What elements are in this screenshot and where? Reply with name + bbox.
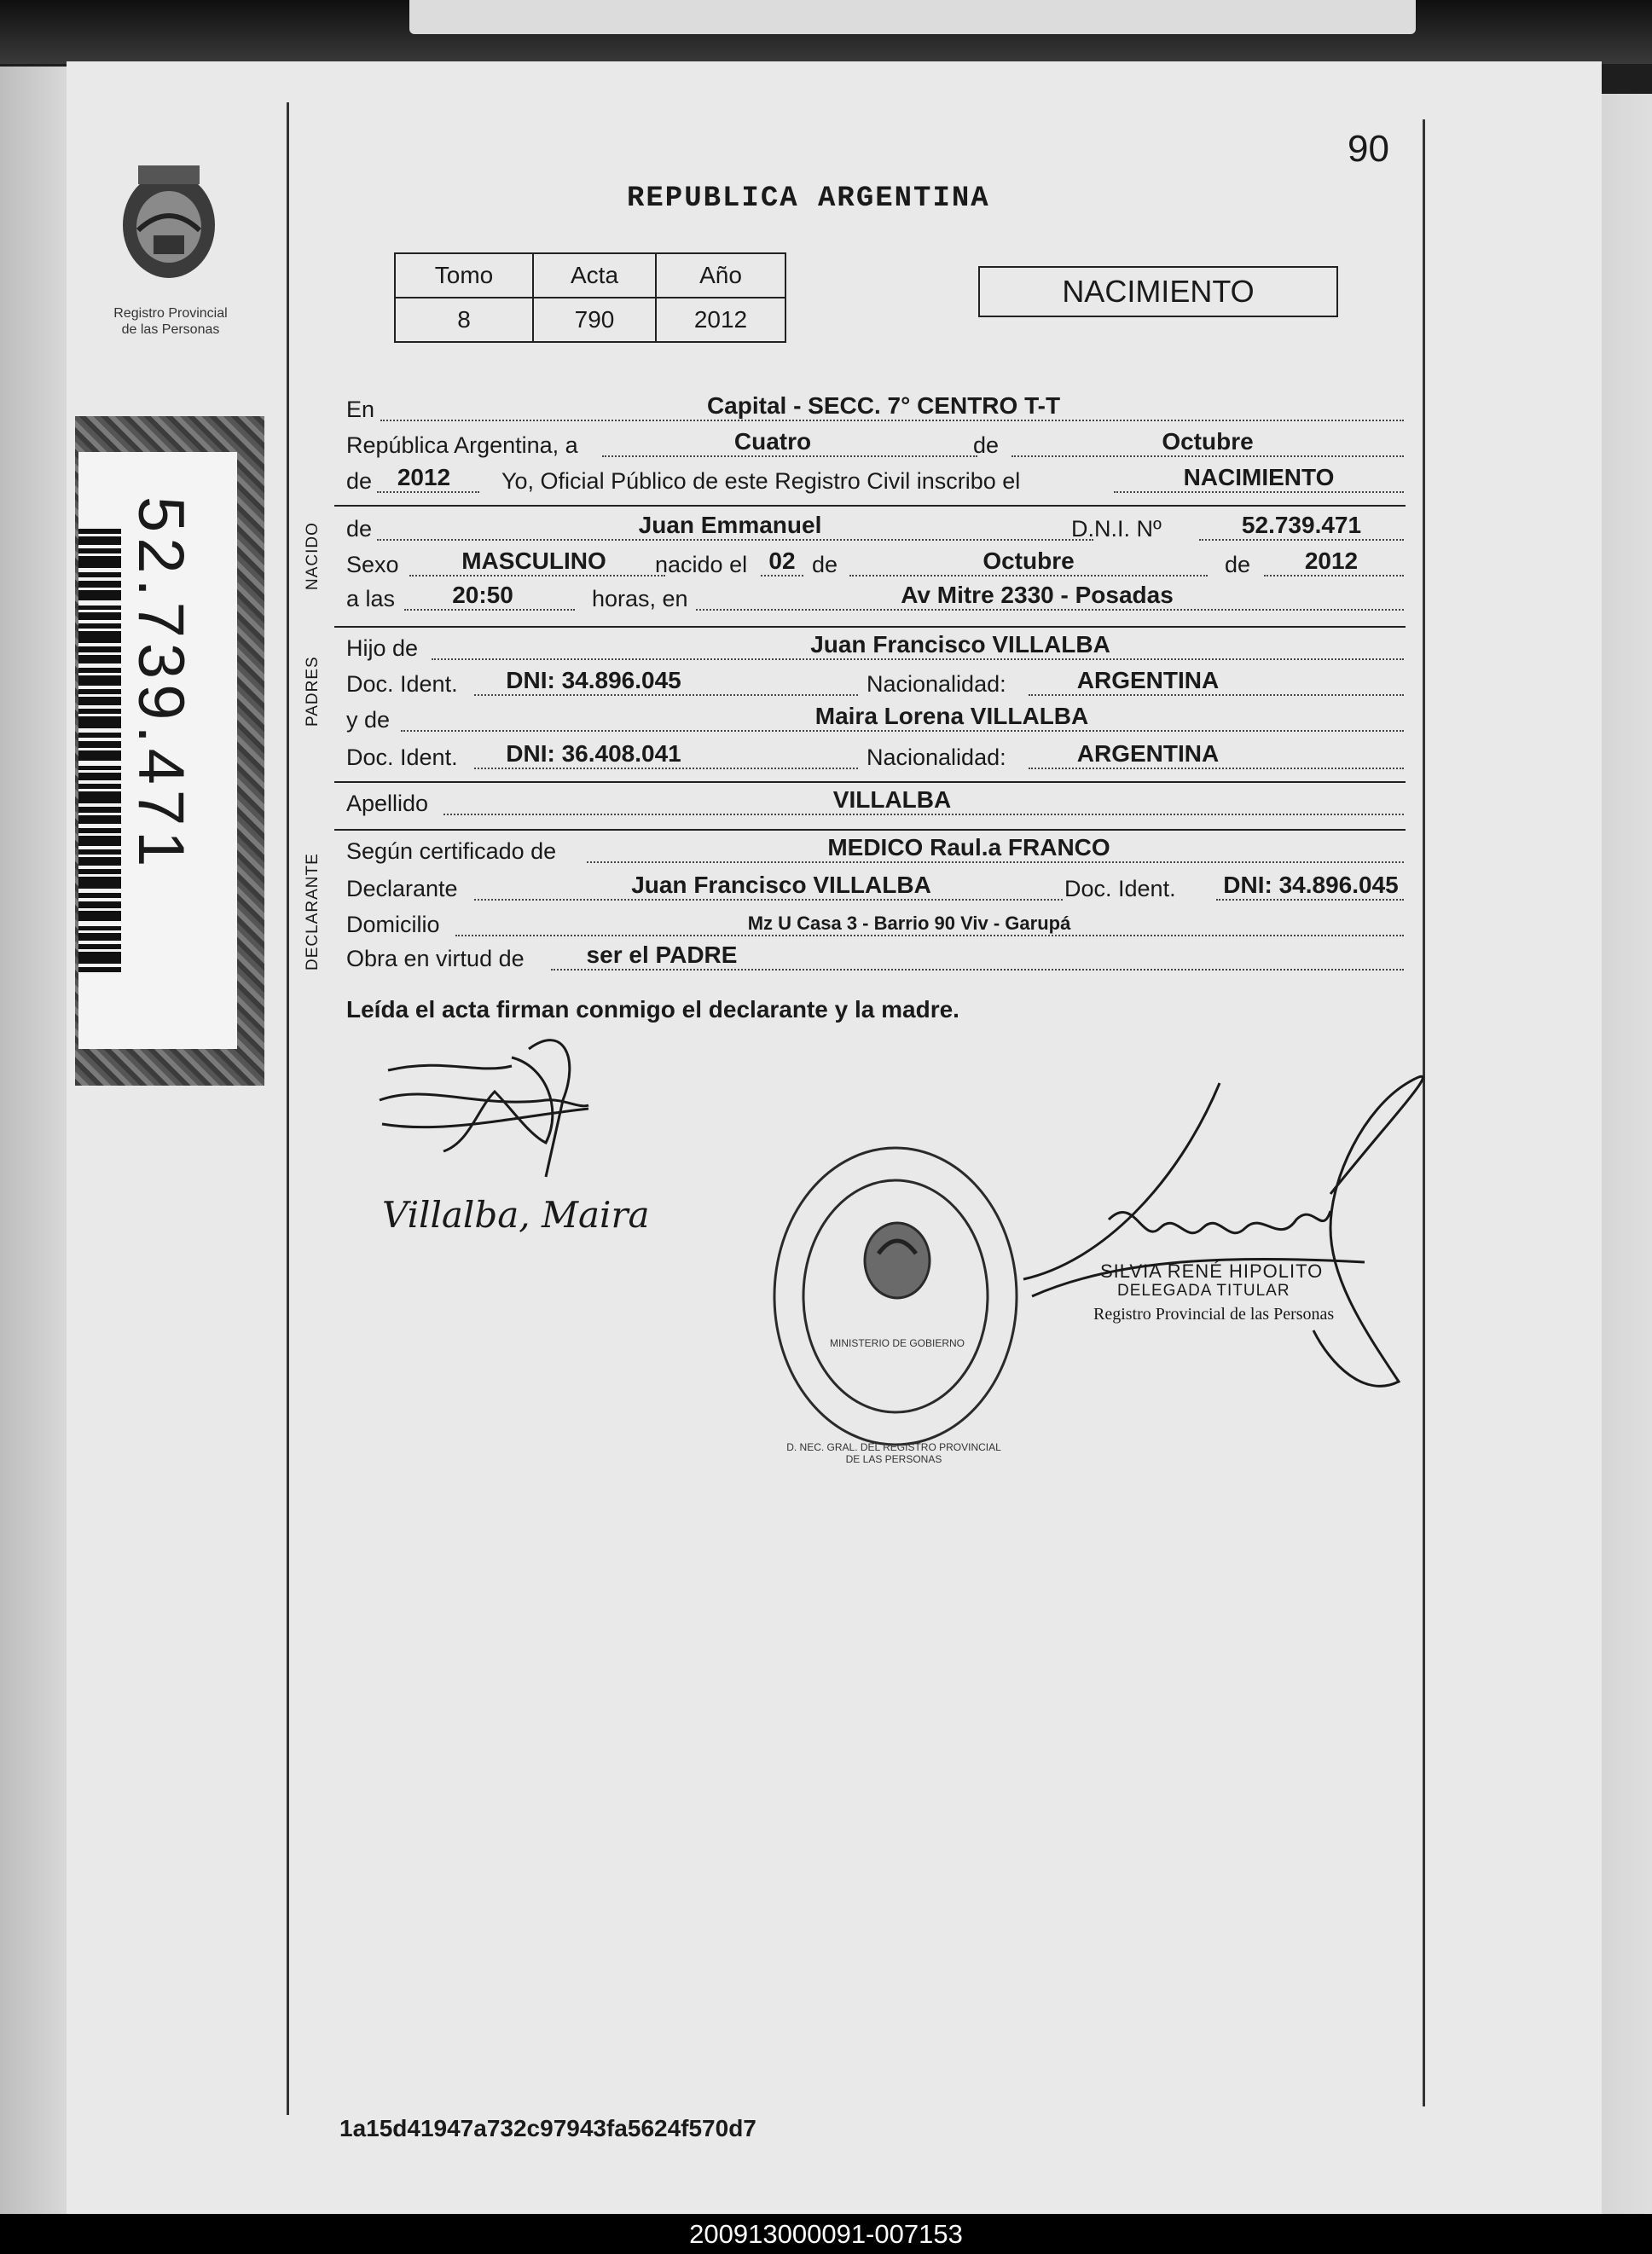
stamp-inner-text: MINISTERIO DE GOBIERNO	[829, 1337, 965, 1349]
footer-id: 200913000091-007153	[0, 2214, 1652, 2254]
value-mother-name: Maira Lorena VILLALBA	[814, 703, 1089, 729]
logo-caption-line-1: Registro Provincial	[113, 306, 228, 321]
value-birth-year: 2012	[1304, 548, 1359, 574]
value-father-doc: DNI: 34.896.045	[506, 667, 681, 693]
section-tag-nacido: NACIDO	[304, 522, 322, 590]
value-day-words: Cuatro	[733, 428, 812, 455]
label-de-name: de	[346, 516, 373, 542]
value-sex: MASCULINO	[461, 548, 606, 574]
label-nacionalidad-father: Nacionalidad:	[867, 671, 1006, 697]
value-year: 2012	[397, 464, 451, 490]
label-hijo-de: Hijo de	[346, 635, 419, 661]
value-declarant-doc: DNI: 34.896.045	[1223, 872, 1399, 898]
value-birth-day: 02	[768, 548, 796, 574]
page-title: REPUBLICA ARGENTINA	[627, 183, 990, 215]
label-de-month: de	[973, 432, 1000, 458]
stamp-ring-text: D. NEC. GRAL. DEL REGISTRO PROVINCIAL DE LAS PERSONAS	[786, 1441, 1001, 1465]
label-nacionalidad-mother: Nacionalidad:	[867, 745, 1006, 770]
value-birth-time: 20:50	[452, 582, 513, 608]
barcode-number: 52.739.471	[125, 496, 197, 872]
label-doc-ident-father: Doc. Ident.	[346, 671, 458, 697]
label-apellido: Apellido	[346, 791, 429, 816]
value-declarant: Juan Francisco VILLALBA	[631, 872, 931, 898]
value-act: NACIMIENTO	[1183, 464, 1335, 490]
value-surname: VILLALBA	[832, 786, 952, 813]
register-value-tomo: 8	[395, 298, 533, 342]
official-name: SILVIA RENÉ HIPOLITO	[1100, 1260, 1324, 1282]
section-tag-declarante: DECLARANTE	[304, 853, 322, 971]
value-name: Juan Emmanuel	[638, 512, 822, 538]
register-value-acta: 790	[533, 298, 656, 342]
label-dni: D.N.I. Nº	[1071, 516, 1162, 542]
register-header-tomo: Tomo	[395, 253, 533, 298]
label-de-year: de	[346, 468, 373, 494]
page-number: 90	[1348, 128, 1389, 170]
handwritten-name: Villalba, Maira	[382, 1194, 650, 1236]
label-nacido-el: nacido el	[655, 552, 748, 577]
official-office: Registro Provincial de las Personas	[1093, 1305, 1335, 1324]
document-hash: 1a15d41947a732c97943fa5624f570d7	[339, 2115, 756, 2141]
value-birth-month: Octubre	[983, 548, 1075, 574]
logo-caption-line-2: de las Personas	[121, 322, 220, 337]
register-header-anio: Año	[656, 253, 785, 298]
official-signature	[1023, 1076, 1423, 1386]
official-role: DELEGADA TITULAR	[1117, 1282, 1290, 1300]
closing-statement: Leída el acta firman conmigo el declarante y la madre.	[346, 996, 959, 1023]
value-address: Mz U Casa 3 - Barrio 90 Viv - Garupá	[747, 913, 1071, 934]
value-place: Capital - SECC. 7° CENTRO T-T	[706, 392, 1061, 419]
value-father-nationality: ARGENTINA	[1076, 667, 1220, 693]
label-republica: República Argentina, a	[346, 432, 578, 458]
label-horas-en: horas, en	[592, 586, 688, 611]
label-doc-ident-declarant: Doc. Ident.	[1064, 876, 1176, 901]
label-de-birth-year: de	[1225, 552, 1251, 577]
label-segun: Según certificado de	[346, 838, 557, 864]
label-a-las: a las	[346, 586, 396, 611]
label-domicilio: Domicilio	[346, 912, 440, 937]
value-mother-nationality: ARGENTINA	[1076, 740, 1220, 767]
label-doc-ident-mother: Doc. Ident.	[346, 745, 458, 770]
label-en: En	[346, 397, 375, 422]
label-obra: Obra en virtud de	[346, 946, 525, 971]
value-mother-doc: DNI: 36.408.041	[506, 740, 681, 767]
section-tag-padres: PADRES	[304, 656, 322, 727]
label-de-birth-month: de	[812, 552, 838, 577]
stamp-seal	[774, 1148, 1017, 1445]
register-header-acta: Acta	[533, 253, 656, 298]
value-dni: 52.739.471	[1241, 512, 1362, 538]
label-yo: Yo, Oficial Público de este Registro Civil inscribo el	[501, 468, 1021, 494]
value-birth-place: Av Mitre 2330 - Posadas	[901, 582, 1174, 608]
value-month: Octubre	[1162, 428, 1254, 455]
label-sexo: Sexo	[346, 552, 399, 577]
act-type-box: NACIMIENTO	[978, 266, 1338, 317]
value-certificate: MEDICO Raul.a FRANCO	[827, 834, 1110, 860]
register-value-anio: 2012	[656, 298, 785, 342]
value-father-name: Juan Francisco VILLALBA	[810, 631, 1110, 658]
label-y-de: y de	[346, 707, 391, 733]
value-capacity: ser el PADRE	[586, 942, 738, 968]
label-declarante: Declarante	[346, 876, 458, 901]
declarant-signature	[380, 1040, 588, 1177]
